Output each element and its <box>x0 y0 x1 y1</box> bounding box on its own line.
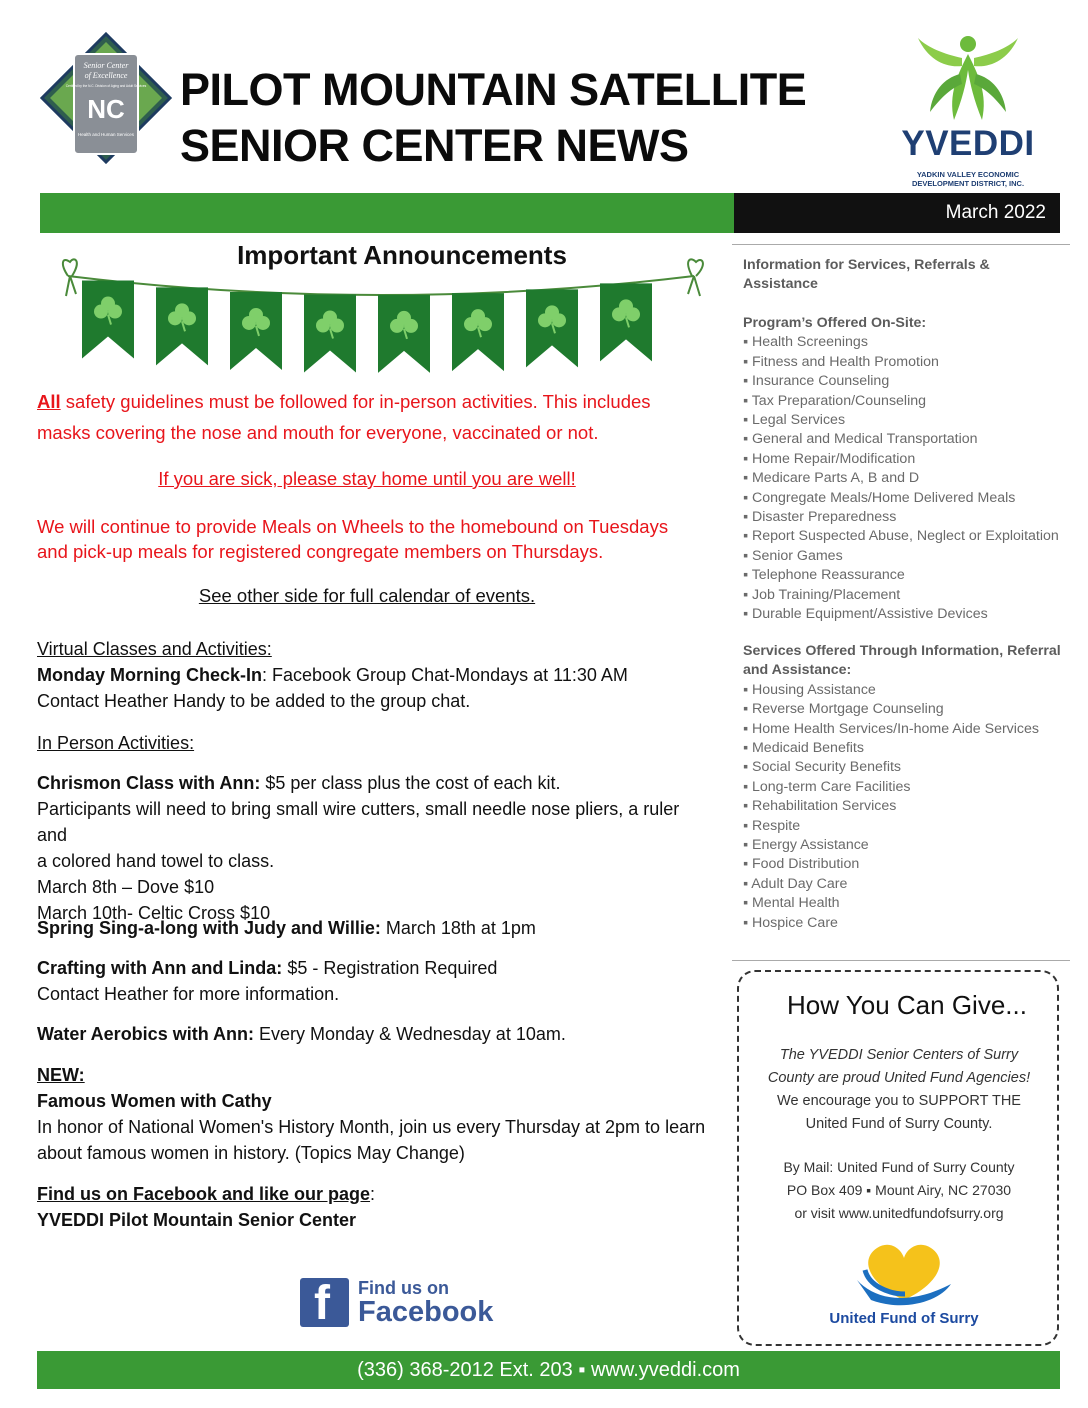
onsite-program-item: ▪ Insurance Counseling <box>743 372 1063 391</box>
onsite-program-item: ▪ Congregate Meals/Home Delivered Meals <box>743 489 1063 508</box>
header-green-bar <box>40 193 734 233</box>
give-italic-line-2: County are proud United Fund Agencies! <box>767 1070 1031 1086</box>
shamrock-pennant <box>378 295 430 373</box>
safety-guidelines <box>37 386 697 448</box>
shamrock-bunting-banner <box>56 254 706 374</box>
checkin-label: Monday Morning Check-In <box>37 665 262 685</box>
safety-line-1 <box>37 386 697 417</box>
united-fund-heart-icon <box>829 1240 979 1310</box>
onsite-program-item: ▪ General and Medical Transportation <box>743 430 1063 449</box>
shamrock-pennant <box>230 292 282 370</box>
craft-label: Crafting with Ann and Linda: <box>37 958 283 978</box>
water-label: Water Aerobics with Ann: <box>37 1024 255 1044</box>
referral-service-item: ▪ Mental Health <box>743 894 1063 913</box>
footer-contact: (336) 368-2012 Ext. 203 ▪ www.yveddi.com <box>37 1351 1060 1389</box>
give-title: How You Can Give... <box>787 990 1027 1020</box>
referral-service-item: ▪ Energy Assistance <box>743 836 1063 855</box>
referral-list <box>743 681 1063 933</box>
shamrock-pennant <box>452 293 504 371</box>
onsite-program-item: ▪ Telephone Reassurance <box>743 566 1063 585</box>
sing-a-long <box>37 915 707 941</box>
yveddi-subtitle <box>888 170 1048 188</box>
onsite-program-item: ▪ Report Suspected Abuse, Neglect or Exploitation <box>743 527 1063 546</box>
chrismon-line-4: March 8th – Dove $10 <box>37 877 215 897</box>
senior-center-excellence-badge <box>40 32 172 164</box>
find-us-line <box>37 1181 707 1207</box>
onsite-program-item: ▪ Durable Equipment/Assistive Devices <box>743 605 1063 624</box>
give-italic-line-1: The YVEDDI Senior Centers of Surry <box>779 1047 1019 1063</box>
water-text: Every Monday & Wednesday at 10am. <box>254 1024 566 1044</box>
referral-service-item: ▪ Respite <box>743 817 1063 836</box>
shamrock-pennant <box>82 281 134 359</box>
safety-line-2: masks covering the nose and mouth for everyone, vaccinated or not. <box>37 422 599 443</box>
referral-service-item: ▪ Reverse Mortgage Counseling <box>743 700 1063 719</box>
referral-service-item: ▪ Rehabilitation Services <box>743 797 1063 816</box>
craft-text: $5 - Registration Required <box>282 958 498 978</box>
bow-right-icon <box>688 259 703 296</box>
info-heading: Information for Services, Referrals & Assistance <box>743 257 990 293</box>
onsite-list <box>743 333 1063 624</box>
onsite-program-item: ▪ Health Screenings <box>743 333 1063 352</box>
svg-text:NC: NC <box>87 94 125 124</box>
chrismon-text: $5 per class plus the cost of each kit. <box>260 773 561 793</box>
give-italic <box>749 1044 1049 1090</box>
find-us-facebook <box>37 1181 707 1233</box>
facebook-badge-line-2: Facebook <box>358 1296 494 1328</box>
give-mail-line-1: By Mail: United Fund of Surry County <box>783 1159 1015 1175</box>
meals-notice <box>37 514 697 564</box>
safety-line-1-text: safety guidelines must be followed for in-person activities. This includes <box>60 391 651 412</box>
craft-line-1 <box>37 955 707 981</box>
see-other-side: See other side for full calendar of events. <box>198 585 536 606</box>
onsite-program-item: ▪ Senior Games <box>743 547 1063 566</box>
crafting <box>37 955 707 1007</box>
onsite-heading: Program’s Offered On-Site: <box>743 315 927 331</box>
craft-line-2: Contact Heather for more information. <box>37 984 340 1004</box>
yveddi-subtitle-line-1: YADKIN VALLEY ECONOMIC <box>916 170 1020 179</box>
find-us-link[interactable]: Find us on Facebook and like our page <box>37 1184 371 1204</box>
referral-service-item: ▪ Long-term Care Facilities <box>743 778 1063 797</box>
stay-home-notice: If you are sick, please stay home until you are well! <box>158 468 576 489</box>
yveddi-logo <box>888 34 1048 188</box>
announcements-heading: Important Announcements <box>237 240 567 270</box>
title-line-2: SENIOR CENTER NEWS <box>180 120 689 171</box>
virtual-activities <box>37 636 707 714</box>
onsite-program-item: ▪ Fitness and Health Promotion <box>743 353 1063 372</box>
in-person-heading: In Person Activities: <box>37 733 195 753</box>
famous-women <box>37 1062 707 1166</box>
sing-label: Spring Sing-a-long with Judy and Willie: <box>37 918 381 938</box>
onsite-program-item: ▪ Legal Services <box>743 411 1063 430</box>
onsite-program-item: ▪ Medicare Parts A, B and D <box>743 469 1063 488</box>
referral-service-item: ▪ Medicaid Benefits <box>743 739 1063 758</box>
checkin-line <box>37 662 707 688</box>
checkin-contact: Contact Heather Handy to be added to the group chat. <box>37 691 471 711</box>
referral-service-item: ▪ Food Distribution <box>743 855 1063 874</box>
sidebar-bottom-rule <box>732 960 1070 961</box>
chrismon-line-3: a colored hand towel to class. <box>37 851 275 871</box>
referral-service-item: ▪ Home Health Services/In-home Aide Services <box>743 720 1063 739</box>
facebook-badge[interactable] <box>300 1278 500 1330</box>
shamrock-pennant <box>526 289 578 367</box>
facebook-page-name: YVEDDI Pilot Mountain Senior Center <box>37 1210 357 1230</box>
issue-date: March 2022 <box>734 193 1060 233</box>
give-support <box>749 1090 1049 1136</box>
how-you-can-give-box <box>737 970 1059 1346</box>
shamrock-pennant <box>304 294 356 372</box>
onsite-program-item: ▪ Disaster Preparedness <box>743 508 1063 527</box>
referral-service-item: ▪ Hospice Care <box>743 914 1063 933</box>
united-fund-logo <box>829 1240 979 1340</box>
svg-text:Health and Human Services: Health and Human Services <box>77 132 135 137</box>
give-mail-line-3[interactable]: or visit www.unitedfundofsurry.org <box>794 1205 1004 1221</box>
svg-text:Senior Center: Senior Center <box>83 61 129 70</box>
yveddi-figure-icon <box>888 34 1048 124</box>
referral-heading: Services Offered Through Information, Referral and Assistance: <box>743 643 1061 679</box>
give-mail <box>749 1156 1049 1225</box>
yveddi-name: YVEDDI <box>901 124 1035 163</box>
new-label: NEW: <box>37 1065 85 1085</box>
meals-line-1: We will continue to provide Meals on Wheels to the homebound on Tuesdays <box>37 516 669 537</box>
give-mail-line-2: PO Box 409 ▪ Mount Airy, NC 27030 <box>786 1182 1012 1198</box>
give-support-line-2: United Fund of Surry County. <box>805 1116 993 1132</box>
svg-text:of Excellence: of Excellence <box>84 71 128 80</box>
famous-line-2: In honor of National Women's History Month, join us every Thursday at 2pm to learn <box>37 1117 706 1137</box>
chrismon-line-1 <box>37 770 707 796</box>
chrismon-class <box>37 770 707 926</box>
referral-service-item: ▪ Social Security Benefits <box>743 758 1063 777</box>
meals-line-2: and pick-up meals for registered congregate members on Thursdays. <box>37 541 604 562</box>
water-aerobics <box>37 1021 707 1047</box>
referral-services <box>743 642 1063 933</box>
united-fund-name: United Fund of Surry <box>829 1310 979 1327</box>
onsite-programs <box>743 314 1063 625</box>
title-line-1: PILOT MOUNTAIN SATELLITE <box>180 64 807 115</box>
yveddi-subtitle-line-2: DEVELOPMENT DISTRICT, INC. <box>911 179 1025 188</box>
onsite-program-item: ▪ Home Repair/Modification <box>743 450 1063 469</box>
sidebar-top-rule <box>732 244 1070 245</box>
newsletter-title <box>180 62 806 174</box>
checkin-text: : Facebook Group Chat-Mondays at 11:30 AM <box>262 665 628 685</box>
referral-service-item: ▪ Adult Day Care <box>743 875 1063 894</box>
give-support-line-1: We encourage you to SUPPORT THE <box>777 1093 1021 1109</box>
svg-text:Certified by the N.C. Division: Certified by the N.C. Division of Aging and Adult Services <box>65 84 147 88</box>
famous-label: Famous Women with Cathy <box>37 1091 272 1111</box>
facebook-badge-line-1: Find us on <box>358 1278 449 1298</box>
shamrock-pennant <box>156 287 208 365</box>
sing-text: March 18th at 1pm <box>380 918 536 938</box>
safety-all: All <box>37 391 61 412</box>
find-us-colon: : <box>370 1184 376 1204</box>
onsite-program-item: ▪ Job Training/Placement <box>743 586 1063 605</box>
chrismon-line-2: Participants will need to bring small wire cutters, small needle nose pliers, a ruler and <box>37 799 680 845</box>
facebook-icon: f <box>300 1278 349 1327</box>
chrismon-label: Chrismon Class with Ann: <box>37 773 261 793</box>
shamrock-pennant <box>600 283 652 361</box>
onsite-program-item: ▪ Tax Preparation/Counseling <box>743 392 1063 411</box>
referral-service-item: ▪ Housing Assistance <box>743 681 1063 700</box>
sidebar-info-heading <box>743 256 993 295</box>
chrismon-line-5: March 10th- Celtic Cross $10 <box>37 903 271 923</box>
famous-line-3: about famous women in history. (Topics May Change) <box>37 1143 465 1163</box>
virtual-heading: Virtual Classes and Activities: <box>37 639 272 659</box>
